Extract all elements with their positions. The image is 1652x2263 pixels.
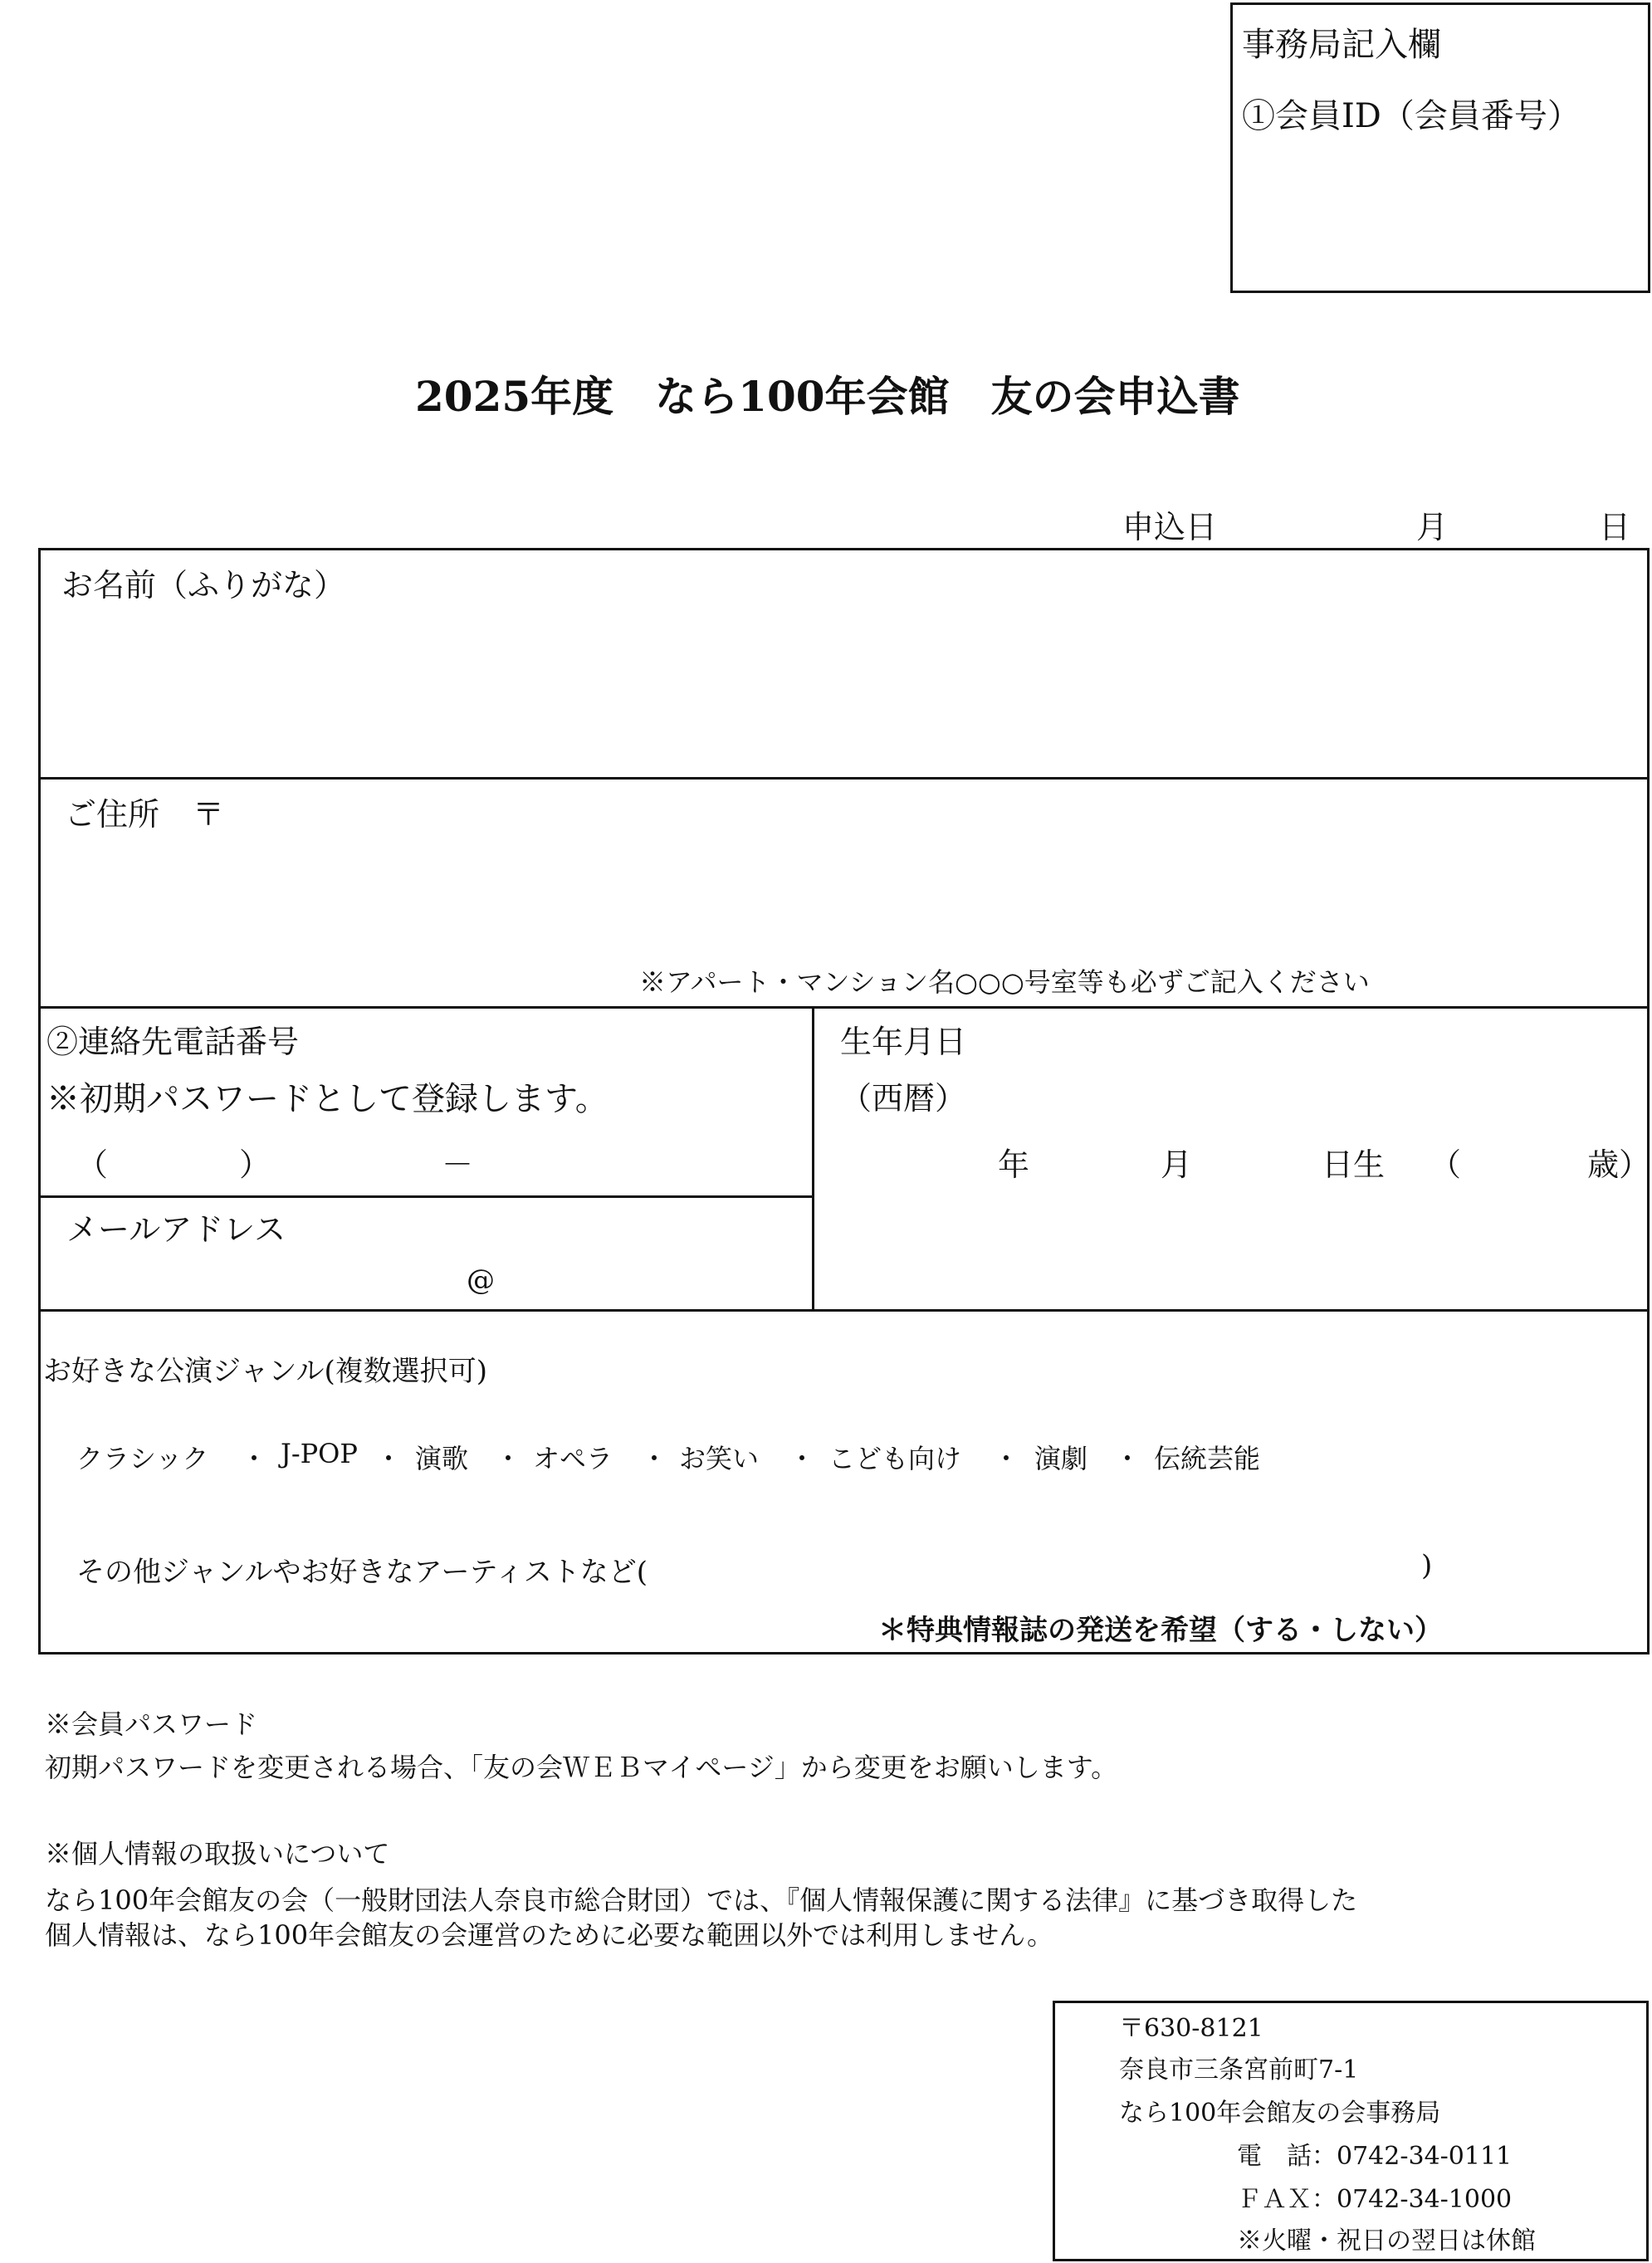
genre-separator: ・ bbox=[375, 1443, 403, 1474]
newsletter-option[interactable]: ＊特典情報誌の発送を希望（する・しない） bbox=[878, 1614, 1443, 1647]
birth-year-label: 年 bbox=[998, 1146, 1030, 1183]
phone-close-paren: ） bbox=[239, 1146, 271, 1183]
genre-option-enka[interactable]: 演歌 bbox=[415, 1443, 469, 1474]
application-date-label: 申込日 bbox=[1122, 509, 1218, 545]
email-at-mark: @ bbox=[467, 1263, 495, 1297]
email-label: メールアドレス bbox=[66, 1211, 286, 1248]
genre-option-traditional[interactable]: 伝統芸能 bbox=[1154, 1443, 1261, 1474]
other-genre-close: ) bbox=[1421, 1549, 1433, 1582]
password-note-body: 初期パスワードを変更される場合、「友の会ＷＥＢマイページ」から変更をお願いします。 bbox=[45, 1752, 1118, 1783]
birthday-field[interactable] bbox=[863, 1136, 1627, 1182]
other-genre-field[interactable] bbox=[689, 1546, 1411, 1586]
address-label: ご住所 bbox=[65, 796, 160, 833]
birthday-era-label: （西暦） bbox=[840, 1080, 967, 1117]
address-note: ※アパート・マンション名○○○号室等も必ずご記入ください bbox=[639, 966, 1370, 998]
divider-phone-birthday bbox=[812, 1006, 814, 1310]
birth-month-label: 月 bbox=[1161, 1146, 1193, 1183]
contact-office: なら100年会館友の会事務局 bbox=[1119, 2099, 1441, 2128]
genre-separator: ・ bbox=[993, 1443, 1020, 1474]
form-title: 2025年度 なら100年会館 友の会申込書 bbox=[415, 372, 1240, 421]
name-field[interactable] bbox=[61, 614, 1630, 764]
phone-field[interactable] bbox=[100, 1136, 780, 1182]
birth-day-label: 日生 bbox=[1322, 1146, 1386, 1183]
genre-separator: ・ bbox=[1114, 1443, 1141, 1474]
contact-fax: ＦＡＸ：0742-34-1000 bbox=[1237, 2185, 1513, 2214]
other-genre-label: その他ジャンルやお好きなアーティストなど( bbox=[76, 1556, 648, 1589]
genre-option-jpop[interactable]: J-POP bbox=[281, 1438, 358, 1469]
genre-option-theater[interactable]: 演劇 bbox=[1034, 1443, 1088, 1474]
age-open-paren: （ bbox=[1430, 1146, 1462, 1183]
genre-option-classic[interactable]: クラシック bbox=[76, 1443, 209, 1474]
age-label: 歳） bbox=[1587, 1146, 1651, 1183]
contact-tel: 電 話：0742-34-0111 bbox=[1237, 2142, 1513, 2171]
phone-password-note: ※初期パスワードとして登録します。 bbox=[46, 1080, 609, 1118]
postal-mark: 〒 bbox=[193, 796, 225, 833]
genre-separator: ・ bbox=[241, 1443, 268, 1474]
office-use-title: 事務局記入欄 bbox=[1242, 26, 1441, 64]
phone-dash: － bbox=[442, 1146, 474, 1183]
member-id-label: ①会員ID（会員番号） bbox=[1242, 97, 1581, 135]
divider-name-address bbox=[38, 777, 1650, 780]
genre-option-kids[interactable]: こども向け bbox=[828, 1443, 962, 1474]
phone-label: ②連絡先電話番号 bbox=[46, 1024, 300, 1060]
genre-label: お好きな公演ジャンル(複数選択可) bbox=[43, 1355, 487, 1388]
genre-option-opera[interactable]: オペラ bbox=[533, 1443, 613, 1474]
privacy-note-line1: なら100年会館友の会（一般財団法人奈良市総合財団）では、『個人情報保護に関する法律』に基づき取得した bbox=[45, 1884, 1358, 1916]
phone-open-paren: （ bbox=[76, 1146, 109, 1183]
email-field[interactable] bbox=[66, 1254, 797, 1300]
genre-separator: ・ bbox=[495, 1443, 522, 1474]
address-field[interactable] bbox=[61, 838, 1630, 955]
divider-phone-email bbox=[38, 1195, 814, 1198]
genre-separator: ・ bbox=[789, 1443, 816, 1474]
privacy-note-line2: 個人情報は、なら100年会館友の会運営のために必要な範囲以外では利用しません。 bbox=[45, 1919, 1054, 1951]
contact-postal: 〒630-8121 bbox=[1119, 2014, 1263, 2043]
contact-address: 奈良市三条宮前町7-1 bbox=[1119, 2055, 1359, 2085]
contact-closed-days: ※火曜・祝日の翌日は休館 bbox=[1237, 2226, 1536, 2256]
application-day-label: 日 bbox=[1599, 509, 1631, 545]
privacy-note-heading: ※個人情報の取扱いについて bbox=[45, 1838, 390, 1870]
genre-separator: ・ bbox=[641, 1443, 668, 1474]
name-label: お名前（ふりがな） bbox=[61, 567, 346, 604]
divider-contact-genre bbox=[38, 1309, 1650, 1312]
member-id-field[interactable] bbox=[1242, 141, 1632, 274]
genre-option-comedy[interactable]: お笑い bbox=[679, 1443, 760, 1474]
application-month-label: 月 bbox=[1416, 509, 1449, 545]
divider-address-phone bbox=[38, 1006, 1650, 1009]
password-note-heading: ※会員パスワード bbox=[45, 1708, 258, 1740]
birthday-label: 生年月日 bbox=[840, 1024, 967, 1060]
